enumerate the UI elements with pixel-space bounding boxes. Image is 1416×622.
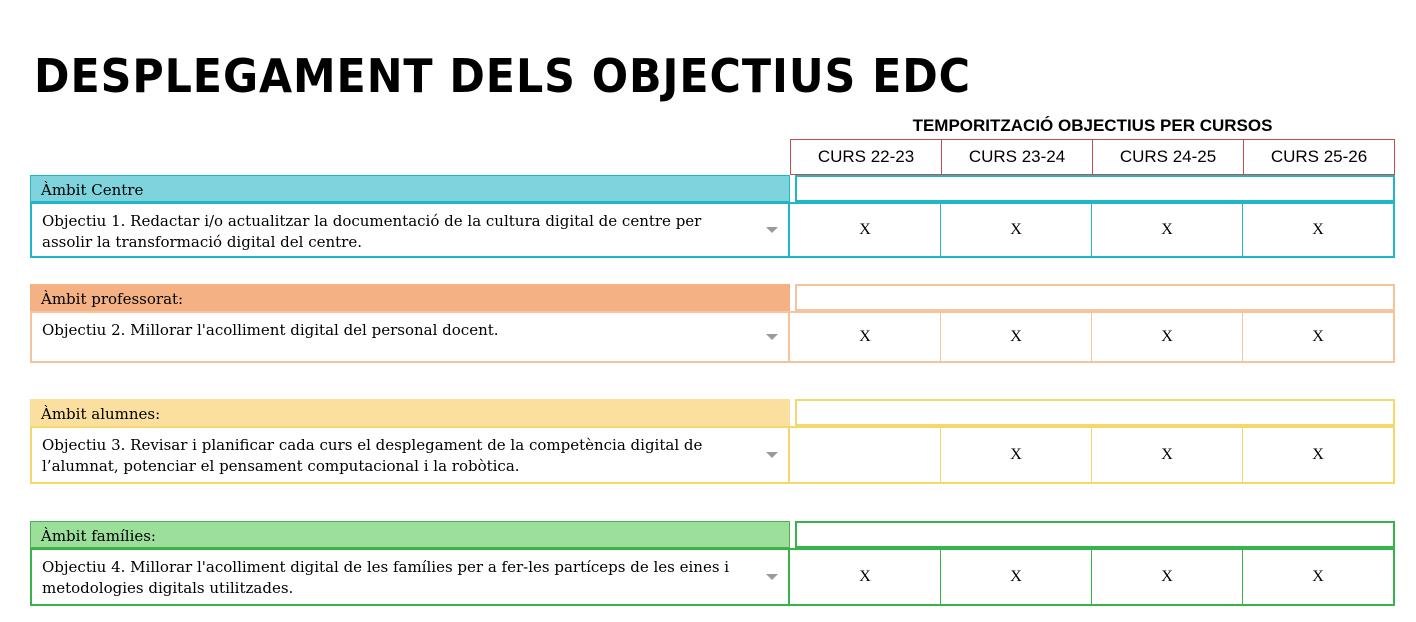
mark-cell[interactable]: X [1091,550,1242,604]
mark-cell[interactable]: X [940,204,1091,256]
ambit-empty-cells [795,284,1395,311]
page-title: DESPLEGAMENT DELS OBJECTIUS EDC [34,48,971,103]
objective-text: Objectiu 4. Millorar l'acolliment digital de les famílies per a fer-les partíceps de les eines i metodologies digitals utilitzades. [42,558,730,597]
mark-cell[interactable]: X [1091,313,1242,361]
mark-cell[interactable]: X [790,313,940,361]
cursos-column-headers [790,139,1395,175]
objective-cell[interactable] [30,548,790,606]
objective-text: Objectiu 3. Revisar i planificar cada curs el desplegament de la competència digital de l’alumnat, potenciar el pensament computacional i la robòtica. [42,436,703,475]
mark-cell[interactable]: X [1242,428,1393,482]
mark-cell[interactable]: X [940,313,1091,361]
marks-group [790,426,1395,484]
objective-cell[interactable] [30,426,790,484]
block-ambit-centre [30,175,1395,258]
ambit-label: Àmbit professorat: [30,284,790,311]
curs-header-cell: CURS 24-25 [1092,139,1243,175]
block-ambit-alumnes [30,399,1395,484]
ambit-empty-cells [795,175,1395,202]
ambit-header-row [30,399,1395,426]
ambit-label: Àmbit alumnes: [30,399,790,426]
objective-text: Objectiu 1. Redactar i/o actualitzar la documentació de la cultura digital de centre per assolir la transformació digital del centre. [42,212,702,251]
block-ambit-families [30,521,1395,606]
objective-cell[interactable] [30,202,790,258]
cursos-header-title: TEMPORITZACIÓ OBJECTIUS PER CURSOS [912,116,1273,135]
ambit-header-row [30,175,1395,202]
mark-cell[interactable]: X [1242,313,1393,361]
mark-cell[interactable]: X [1091,204,1242,256]
marks-group [790,202,1395,258]
chevron-down-icon[interactable] [766,574,778,580]
objective-row [30,202,1395,258]
mark-cell[interactable]: X [790,204,940,256]
chevron-down-icon[interactable] [766,334,778,340]
ambit-empty-cells [795,521,1395,548]
ambit-label: Àmbit famílies: [30,521,790,548]
curs-header-cell: CURS 25-26 [1243,139,1395,175]
ambit-label: Àmbit Centre [30,175,790,202]
block-ambit-professorat [30,284,1395,363]
ambit-header-row [30,521,1395,548]
chevron-down-icon[interactable] [766,227,778,233]
objective-text: Objectiu 2. Millorar l'acolliment digital del personal docent. [42,321,499,339]
ambit-empty-cells [795,399,1395,426]
chevron-down-icon[interactable] [766,452,778,458]
mark-cell[interactable]: X [1242,550,1393,604]
curs-header-cell: CURS 22-23 [790,139,941,175]
mark-cell[interactable] [790,428,940,482]
objective-row [30,311,1395,363]
mark-cell[interactable]: X [790,550,940,604]
mark-cell[interactable]: X [1242,204,1393,256]
objective-row [30,548,1395,606]
curs-header-cell: CURS 23-24 [941,139,1092,175]
marks-group [790,548,1395,606]
objective-cell[interactable] [30,311,790,363]
ambit-header-row [30,284,1395,311]
objective-row [30,426,1395,484]
mark-cell[interactable]: X [940,550,1091,604]
mark-cell[interactable]: X [1091,428,1242,482]
marks-group [790,311,1395,363]
mark-cell[interactable]: X [940,428,1091,482]
